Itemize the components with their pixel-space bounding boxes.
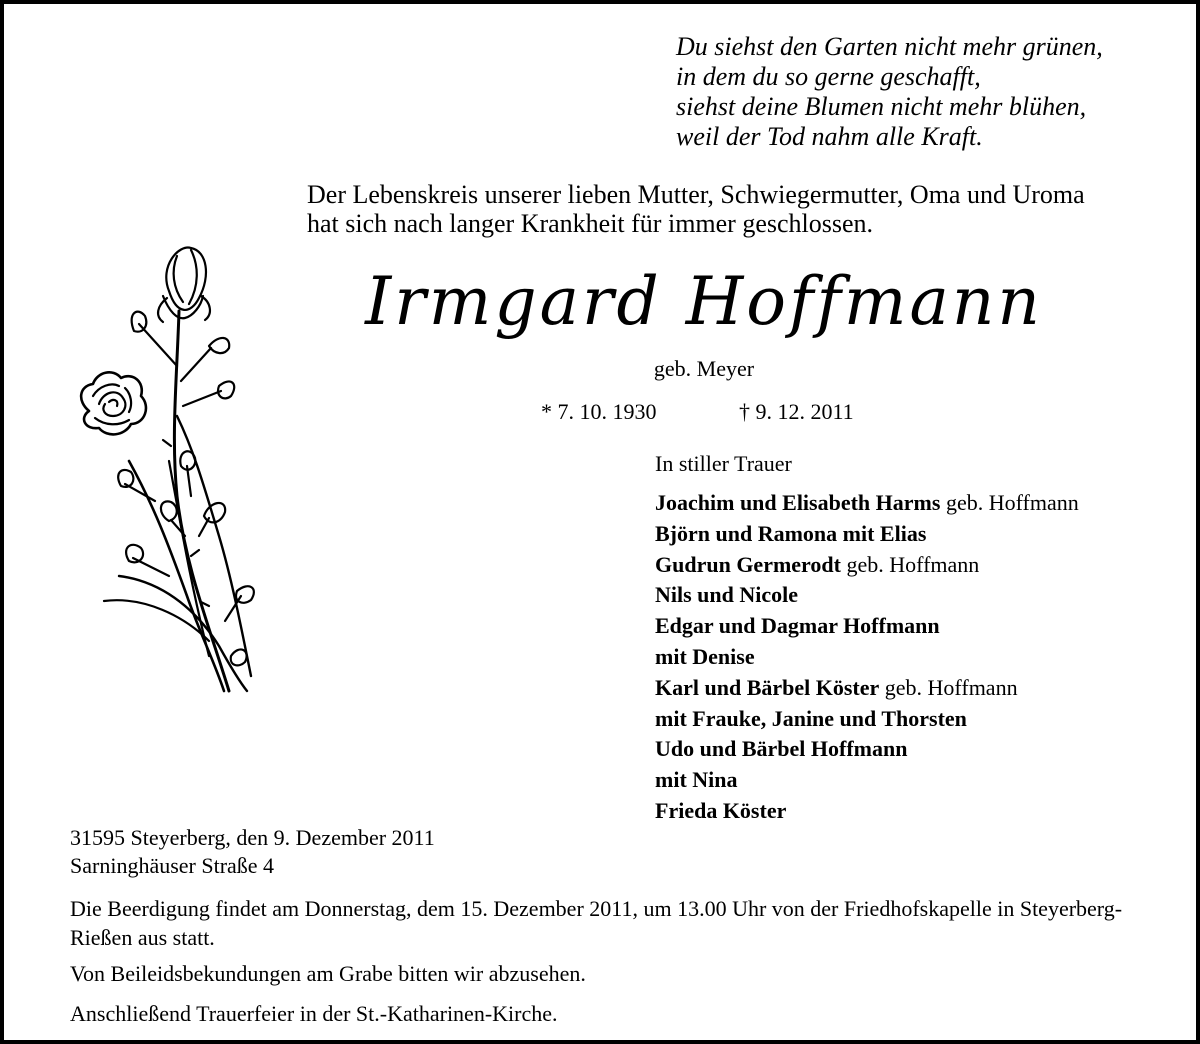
afterward-note: Anschließend Trauerfeier in der St.-Katharinen-Kirche. <box>70 1001 558 1026</box>
mourner-entry <box>655 704 1079 735</box>
intro-line-1: Der Lebenskreis unserer lieben Mutter, Schwiegermutter, Oma und Uroma <box>307 180 1085 209</box>
intro-line-2: hat sich nach langer Krankheit für immer geschlossen. <box>307 209 874 238</box>
mourner-entry <box>655 488 1079 519</box>
poem <box>676 32 1103 152</box>
mourner-entry <box>655 734 1079 765</box>
mourner-name: mit Nina <box>655 767 738 793</box>
mourner-name: Edgar und Dagmar Hoffmann <box>655 613 940 639</box>
funeral-info: Die Beerdigung findet am Donnerstag, dem 15. Dezember 2011, um 13.00 Uhr von der Friedhofskapelle in Steyerberg-Rießen aus statt. <box>70 896 1123 950</box>
deceased-name: Irmgard Hoffmann <box>365 263 1043 340</box>
poem-line-3: siehst deine Blumen nicht mehr blühen, <box>676 92 1087 121</box>
mourner-entry <box>655 519 1079 550</box>
mourner-entry <box>655 550 1079 581</box>
address-block <box>70 824 435 880</box>
mourner-entry <box>655 611 1079 642</box>
poem-line-4: weil der Tod nahm alle Kraft. <box>676 122 983 151</box>
mourner-entry <box>655 796 1079 827</box>
birth-name: geb. Meyer <box>653 356 755 381</box>
mourner-entry <box>655 673 1079 704</box>
mourner-name: Gudrun Germerodt <box>655 551 841 577</box>
mourner-note: geb. Hoffmann <box>940 490 1079 515</box>
mourner-name: Björn und Ramona mit Elias <box>655 520 927 546</box>
mourner-name: Udo und Bärbel Hoffmann <box>655 736 908 762</box>
mourner-note: geb. Hoffmann <box>879 674 1018 700</box>
mourner-name: Nils und Nicole <box>655 582 799 608</box>
mourner-name: Karl und Bärbel Köster <box>655 674 880 700</box>
mourner-name: mit Frauke, Janine und Thorsten <box>655 705 967 731</box>
place-date: 31595 Steyerberg, den 9. Dezember 2011 <box>70 825 435 850</box>
mourner-entry <box>655 642 1079 673</box>
mourner-note: geb. Hoffmann <box>840 551 980 577</box>
mourner-name: Frieda Köster <box>655 797 787 823</box>
death-date: † 9. 12. 2011 <box>739 399 854 424</box>
mourner-entry <box>655 765 1079 796</box>
rose-icon <box>59 236 279 696</box>
street-address: Sarninghäuser Straße 4 <box>70 853 275 878</box>
mourner-name: mit Denise <box>655 643 755 669</box>
mourners-list <box>655 488 1079 827</box>
poem-line-1: Du siehst den Garten nicht mehr grünen, <box>676 32 1103 61</box>
intro-text <box>307 180 1085 238</box>
birth-date: * 7. 10. 1930 <box>541 399 657 424</box>
mourner-name: Joachim und Elisabeth Harms <box>655 490 941 515</box>
mourner-entry <box>655 580 1079 611</box>
poem-line-2: in dem du so gerne geschafft, <box>676 62 981 91</box>
mourning-header: In stiller Trauer <box>655 451 792 476</box>
condolence-note: Von Beileidsbekundungen am Grabe bitten wir abzusehen. <box>70 961 586 986</box>
